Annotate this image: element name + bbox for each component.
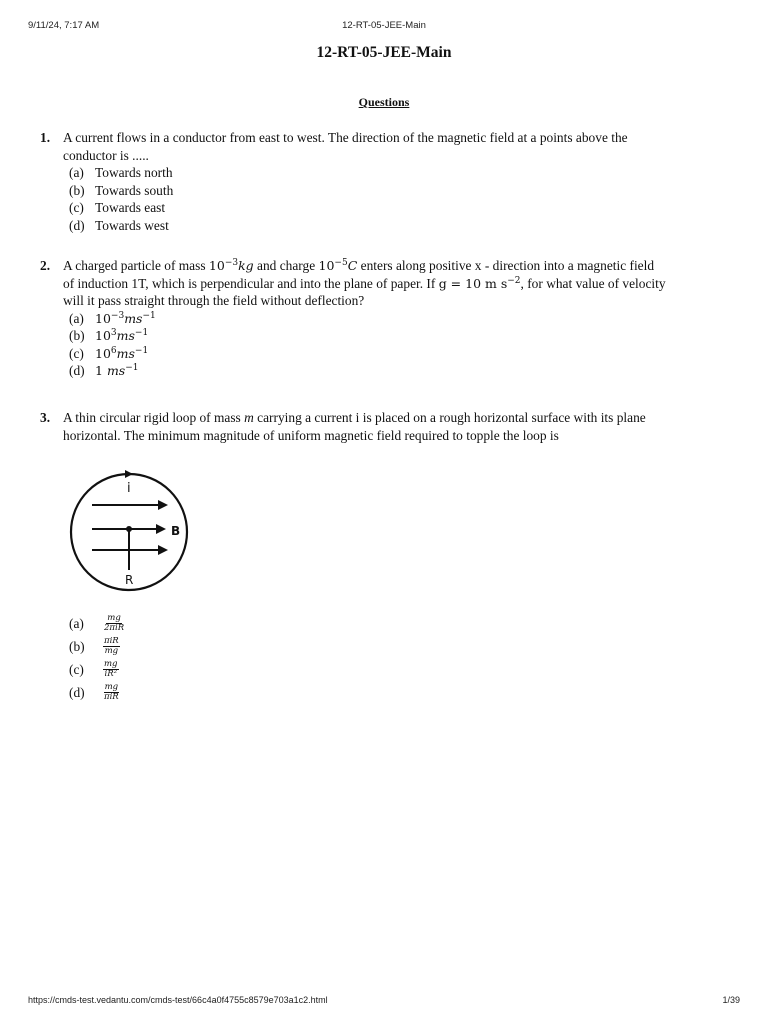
charge-expression: $10^{-5}C$ (318, 258, 358, 273)
option-label: (d) (69, 363, 85, 378)
option-fraction: $\frac{\text{πiR}}{mg}$ (104, 636, 119, 656)
radius-label: R (125, 573, 134, 587)
option-fraction: $\frac{mg}{\text{2πiR}}$ (104, 613, 125, 633)
option (69, 182, 730, 200)
question-line: A thin circular rigid loop of mass m carrying a current i is placed on a rough horizontal surface with its plane (63, 410, 646, 425)
option-value: $10^{-3}ms^{-1}$ (95, 310, 156, 326)
option-fraction: $\frac{mg}{\text{iR²}}$ (104, 659, 118, 679)
option (69, 362, 730, 380)
option (69, 345, 730, 363)
print-page-title: 12-RT-05-JEE-Main (342, 20, 426, 31)
question-line: conductor is ..... (63, 147, 149, 163)
question-1 (40, 129, 730, 234)
option-value: 1 $ms^{-1}$ (95, 363, 139, 378)
question-text (63, 257, 730, 310)
option-fraction: $\frac{mg}{\text{πiR}}$ (104, 682, 119, 702)
option-value: $10^3ms^{-1}$ (95, 328, 149, 343)
question-line: of induction 1T, which is perpendicular and into the plane of paper. If g = 10 m $s^{-2}$, for what value of velocity (63, 275, 666, 291)
option-label: (c) (69, 345, 84, 361)
section-heading: Questions (358, 95, 410, 109)
field-arrowhead (158, 545, 168, 555)
option-text: Towards north (95, 165, 173, 180)
option (69, 658, 125, 681)
option-label: (c) (69, 661, 84, 677)
option-text: Towards south (95, 182, 174, 198)
page-number: 1/39 (722, 995, 740, 1005)
field-arrowhead (156, 524, 166, 534)
center-dot (126, 526, 132, 532)
options-list (69, 612, 125, 704)
option-label: (a) (69, 310, 84, 326)
loop-diagram (66, 470, 196, 595)
question-number: 3. (40, 410, 51, 425)
option-value: $10^6ms^{-1}$ (95, 345, 149, 361)
options-list (69, 310, 730, 380)
current-label: i (127, 481, 131, 496)
current-direction-arrow (125, 470, 133, 478)
question-text (63, 409, 730, 444)
option-label: (d) (69, 217, 85, 233)
options-list (69, 164, 730, 234)
option (69, 164, 730, 182)
field-arrowhead (158, 500, 168, 510)
question-line: horizontal. The minimum magnitude of uniform magnetic field required to topple the loop is (63, 427, 559, 443)
option-label: (b) (69, 328, 85, 343)
option-label: (a) (69, 165, 84, 180)
question-line: A current flows in a conductor from east to west. The direction of the magnetic field at a points above the (63, 130, 628, 145)
option-label: (b) (69, 638, 85, 654)
option-label: (b) (69, 182, 85, 198)
option (69, 612, 125, 635)
document-title: 12-RT-05-JEE-Main (316, 44, 452, 61)
question-line: will it pass straight through the field without deflection? (63, 293, 365, 308)
question-3 (40, 409, 730, 444)
option (69, 199, 730, 217)
print-url[interactable]: https://cmds-test.vedantu.com/cmds-test/66c4a0f4755c8579e703a1c2.html (28, 995, 328, 1005)
option-label: (d) (69, 684, 85, 700)
option-text: Towards east (95, 200, 166, 215)
option (69, 217, 730, 235)
option-label: (c) (69, 200, 84, 215)
option (69, 681, 125, 704)
gravity-expression: g = 10 m $s^{-2}$ (438, 275, 521, 291)
question-line: A charged particle of mass $10^{-3}kg$ and charge $10^{-5}C$ enters along positive x - direction into a magnetic field (63, 258, 655, 273)
question-2 (40, 257, 730, 380)
option (69, 310, 730, 328)
question-text (63, 129, 730, 164)
option (69, 327, 730, 345)
mass-expression: $10^{-3}kg$ (208, 258, 254, 273)
option-label: (a) (69, 615, 84, 631)
question-number: 1. (40, 130, 51, 145)
option-text: Towards west (95, 217, 169, 233)
print-datetime: 9/11/24, 7:17 AM (28, 20, 100, 31)
field-label: B (171, 524, 181, 538)
option (69, 635, 125, 658)
question-number: 2. (40, 258, 51, 273)
